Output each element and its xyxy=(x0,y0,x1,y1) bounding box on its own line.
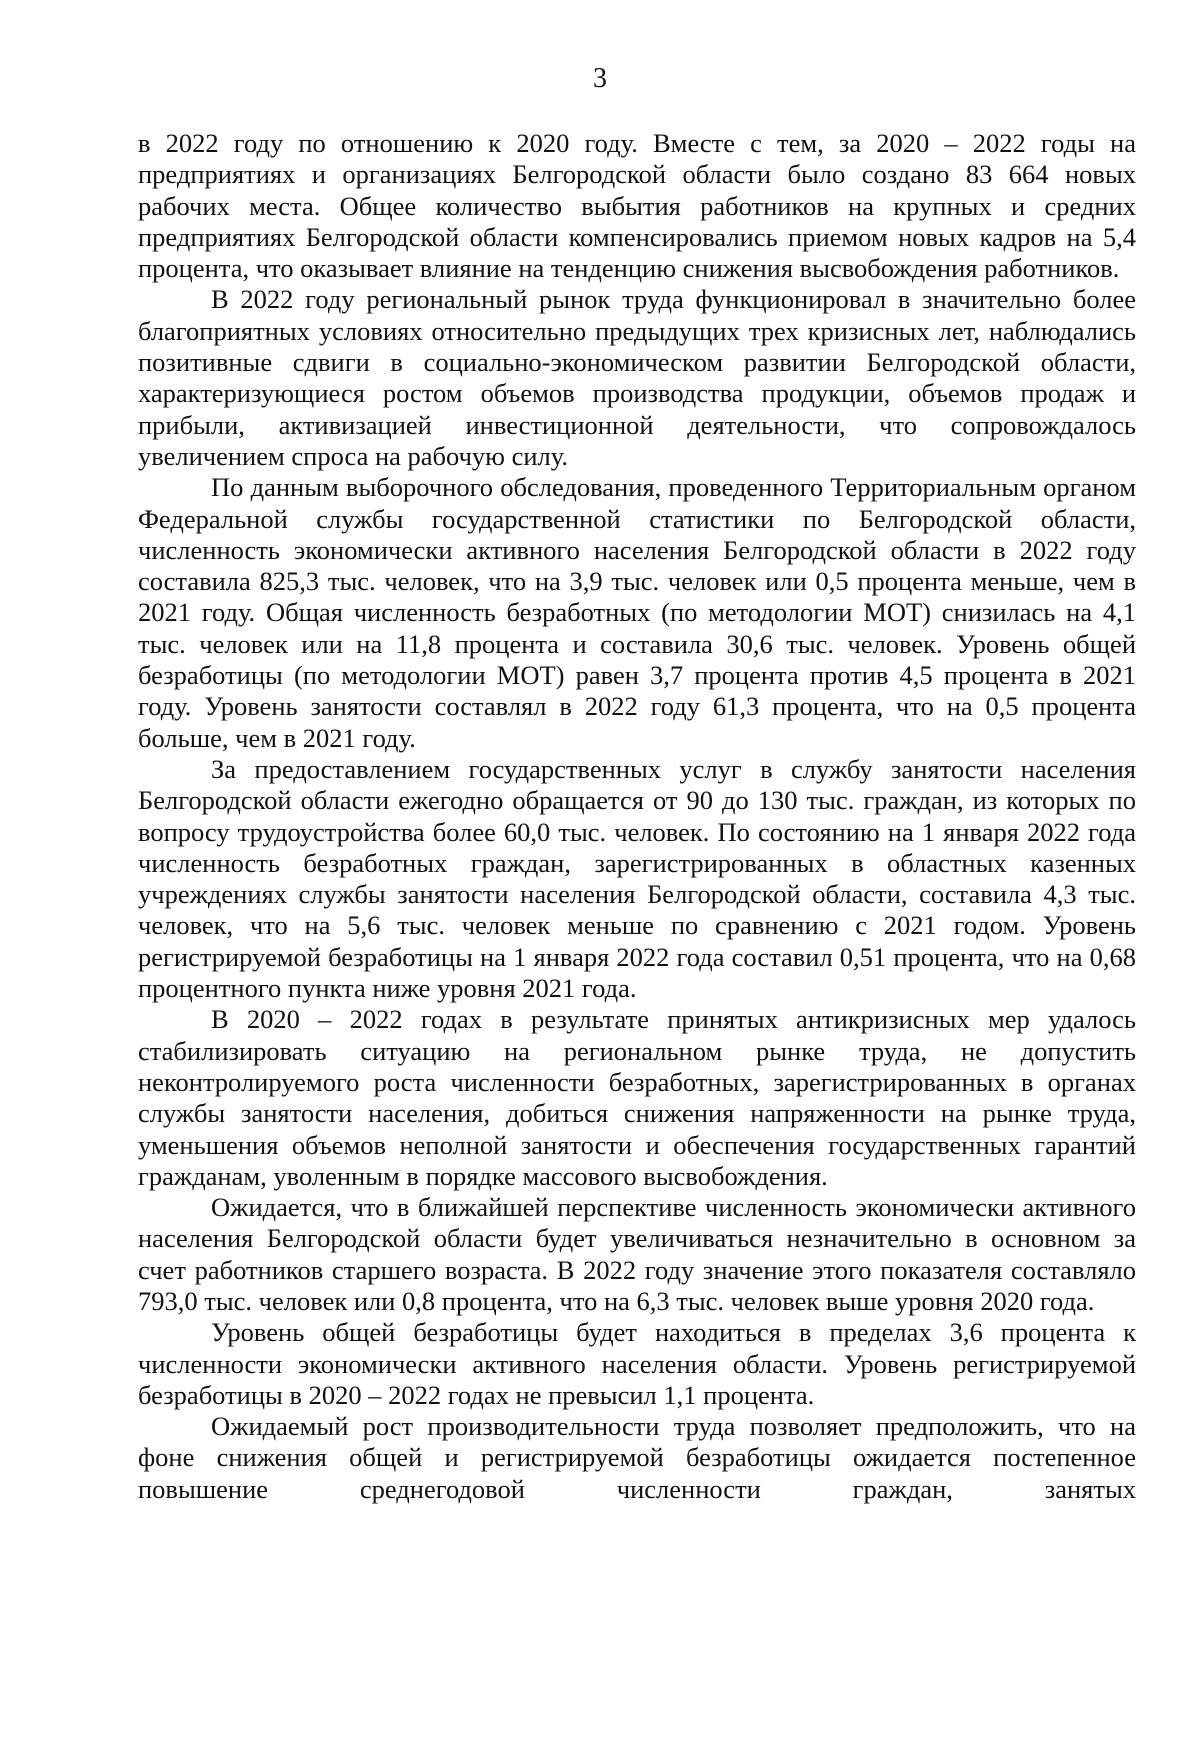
paragraph-5: В 2020 – 2022 годах в результате принятых антикризисных мер удалось стабилизировать ситуацию на региональном рынке труда, не допустить неконтролируемого роста численности безработных, зарегистрированных в органах службы занятости населения, добиться снижения напряженности на рынке труда, уменьшения объемов неполной занятости и обеспечения государственных гарантий гражданам, уволенным в порядке массового высвобождения. xyxy=(138,1004,1136,1191)
paragraph-2: В 2022 году региональный рынок труда функционировал в значительно более благоприятных условиях относительно предыдущих трех кризисных лет, наблюдались позитивные сдвиги в социально-экономическом развитии Белгородской области, характеризующиеся ростом объемов производства продукции, объемов продаж и прибыли, активизацией инвестиционной деятельности, что сопровождалось увеличением спроса на рабочую силу. xyxy=(138,284,1136,471)
document-body xyxy=(138,128,1136,1505)
paragraph-3: По данным выборочного обследования, проведенного Территориальным органом Федеральной службы государственной статистики по Белгородской области, численность экономически активного населения Белгородской области в 2022 году составила 825,3 тыс. человек, что на 3,9 тыс. человек или 0,5 процента меньше, чем в 2021 году. Общая численность безработных (по методологии МОТ) снизилась на 4,1 тыс. человек или на 11,8 процента и составила 30,6 тыс. человек. Уровень общей безработицы (по методологии МОТ) равен 3,7 процента против 4,5 процента в 2021 году. Уровень занятости составлял в 2022 году 61,3 процента, что на 0,5 процента больше, чем в 2021 году. xyxy=(138,472,1136,753)
paragraph-6: Ожидается, что в ближайшей перспективе численность экономически активного населения Белгородской области будет увеличиваться незначительно в основном за счет работников старшего возраста. В 2022 году значение этого показателя составляло 793,0 тыс. человек или 0,8 процента, что на 6,3 тыс. человек выше уровня 2020 года. xyxy=(138,1192,1136,1316)
paragraph-8: Ожидаемый рост производительности труда позволяет предположить, что на фоне снижения общей и регистрируемой безработицы ожидается постепенное повышение среднегодовой численности граждан, занятых xyxy=(138,1411,1136,1504)
paragraph-7: Уровень общей безработицы будет находиться в пределах 3,6 процента к численности экономически активного населения области. Уровень регистрируемой безработицы в 2020 – 2022 годах не превысил 1,1 процента. xyxy=(138,1317,1136,1410)
paragraph-4: За предоставлением государственных услуг в службу занятости населения Белгородской области ежегодно обращается от 90 до 130 тыс. граждан, из которых по вопросу трудоустройства более 60,0 тыс. человек. По состоянию на 1 января 2022 года численность безработных граждан, зарегистрированных в областных казенных учреждениях службы занятости населения Белгородской области, составила 4,3 тыс. человек, что на 5,6 тыс. человек меньше по сравнению с 2021 годом. Уровень регистрируемой безработицы на 1 января 2022 года составил 0,51 процента, что на 0,68 процентного пункта ниже уровня 2021 года. xyxy=(138,753,1136,1004)
paragraph-1: в 2022 году по отношению к 2020 году. Вместе с тем, за 2020 – 2022 годы на предприятиях и организациях Белгородской области было создано 83 664 новых рабочих места. Общее количество выбытия работников на крупных и средних предприятиях Белгородской области компенсировались приемом новых кадров на 5,4 процента, что оказывает влияние на тенденцию снижения высвобождения работников. xyxy=(138,128,1136,284)
page-number: 3 xyxy=(593,63,607,94)
